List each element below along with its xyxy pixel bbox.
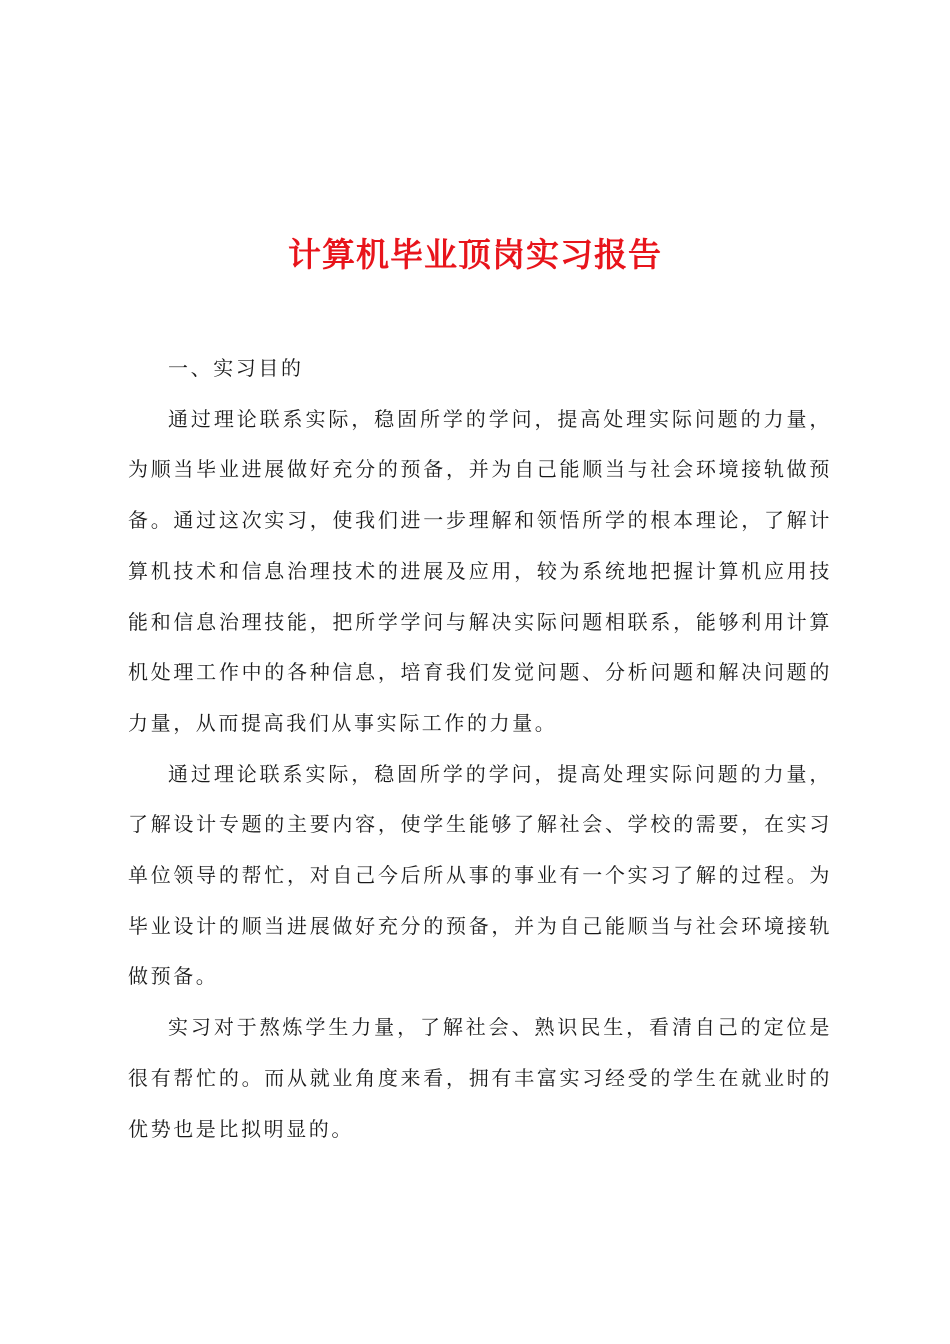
paragraph: 实习对于熬炼学生力量，了解社会、熟识民生，看清自己的定位是很有帮忙的。而从就业角度来看，拥有丰富实习经受的学生在就业时的优势也是比拟明显的。 [128,1015,832,1141]
document-body [128,343,832,1154]
paragraph: 通过理论联系实际，稳固所学的学问，提高处理实际问题的力量，了解设计专题的主要内容，使学生能够了解社会、学校的需要，在实习单位领导的帮忙，对自己今后所从事的事业有一个实习了解的过程。为毕业设计的顺当进展做好充分的预备，并为自己能顺当与社会环境接轨做预备。 [128,761,832,989]
section-heading: 一、实习目的 [168,356,304,380]
document-title: 计算机毕业顶岗实习报告 [288,235,662,275]
paragraph: 通过理论联系实际，稳固所学的学问，提高处理实际问题的力量，为顺当毕业进展做好充分的预备，并为自己能顺当与社会环境接轨做预备。通过这次实习，使我们进一步理解和领悟所学的根本理论，了解计算机技术和信息治理技术的进展及应用，较为系统地把握计算机应用技能和信息治理技能，把所学学问与解决实际问题相联系，能够利用计算机处理工作中的各种信息，培育我们发觉问题、分析问题和解决问题的力量，从而提高我们从事实际工作的力量。 [128,406,832,735]
